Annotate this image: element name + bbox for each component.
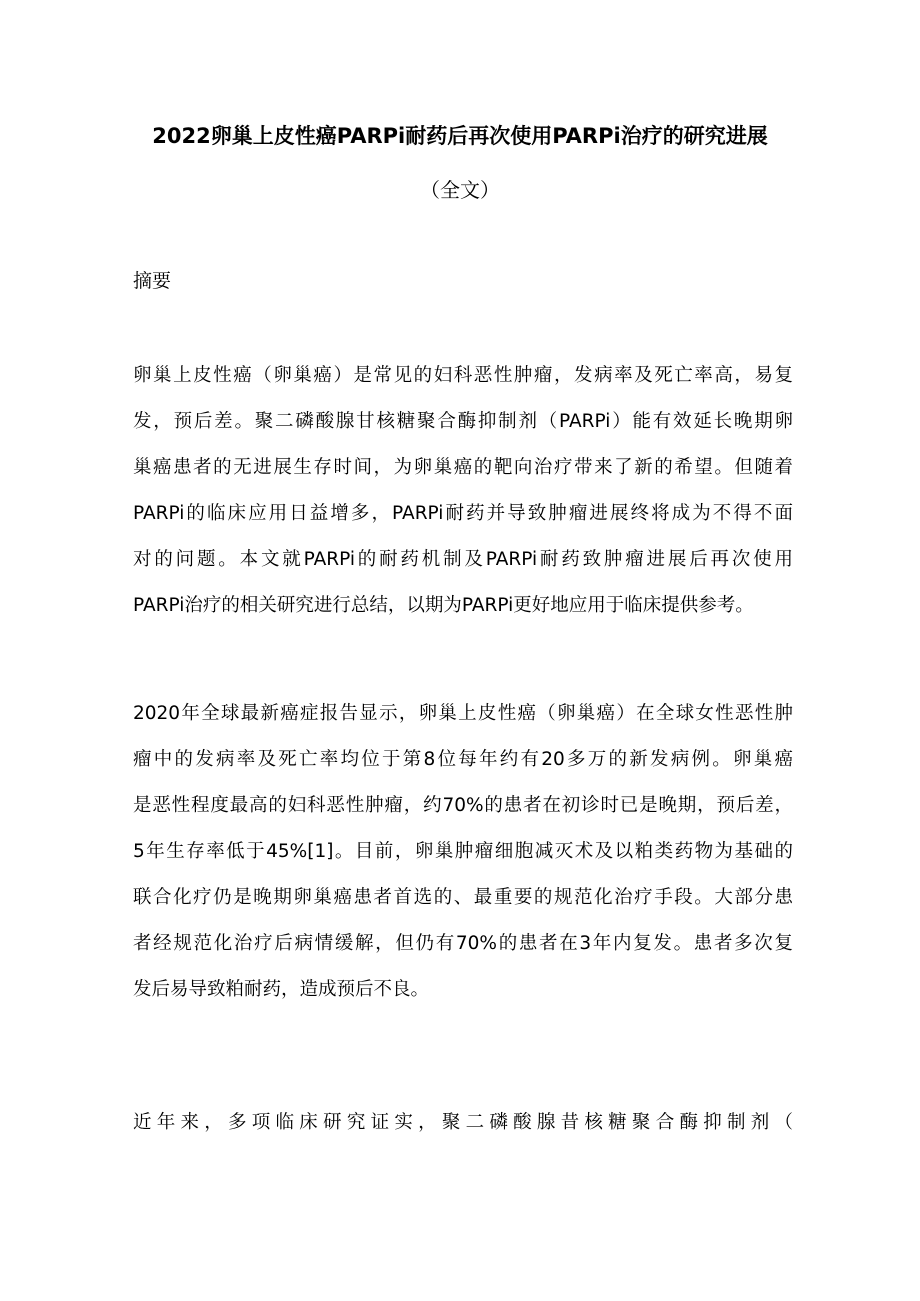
text-line: PARPi的临床应用日益增多，PARPi耐药并导致肿瘤进展终将成为不得不面 xyxy=(133,503,793,524)
text-line: 巢癌患者的无进展生存时间，为卵巢癌的靶向治疗带来了新的希望。但随着 xyxy=(133,457,793,478)
document-title-suffix: （全文） xyxy=(420,178,500,202)
body-paragraph xyxy=(133,691,793,1013)
body-paragraph xyxy=(133,1100,793,1146)
abstract-heading: 摘要 xyxy=(133,270,172,292)
text-line: PARPi治疗的相关研究进行总结，以期为PARPi更好地应用于临床提供参考。 xyxy=(133,595,754,616)
text-line: 联合化疗仍是晚期卵巢癌患者首选的、最重要的规范化治疗手段。大部分患 xyxy=(133,887,793,908)
text-line: 5年生存率低于45%[1]。目前，卵巢肿瘤细胞减灭术及以粕类药物为基础的 xyxy=(133,841,793,862)
document-title: 2022卵巢上皮性癌PARPi耐药后再次使用PARPi治疗的研究进展 xyxy=(152,124,768,148)
text-line: 2020年全球最新癌症报告显示，卵巢上皮性癌（卵巢癌）在全球女性恶性肿 xyxy=(133,703,793,724)
abstract-paragraph xyxy=(133,353,793,629)
text-line: 发，预后差。聚二磷酸腺甘核糖聚合酶抑制剂（PARPi）能有效延长晚期卵 xyxy=(133,411,793,432)
text-line: 对的问题。本文就PARPi的耐药机制及PARPi耐药致肿瘤进展后再次使用 xyxy=(133,549,793,570)
text-line: 发后易导致粕耐药，造成预后不良。 xyxy=(133,979,430,1000)
text-line: 卵巢上皮性癌（卵巢癌）是常见的妇科恶性肿瘤，发病率及死亡率高，易复 xyxy=(133,365,793,386)
text-line: 者经规范化治疗后病情缓解，但仍有70%的患者在3年内复发。患者多次复 xyxy=(133,933,793,954)
text-line: 近年来，多项临床研究证实，聚二磷酸腺昔核糖聚合酶抑制剂（ xyxy=(133,1112,793,1133)
text-line: 瘤中的发病率及死亡率均位于第8位每年约有20多万的新发病例。卵巢癌 xyxy=(133,749,793,770)
text-line: 是恶性程度最高的妇科恶性肿瘤，约70%的患者在初诊时已是晚期，预后差， xyxy=(133,795,793,816)
